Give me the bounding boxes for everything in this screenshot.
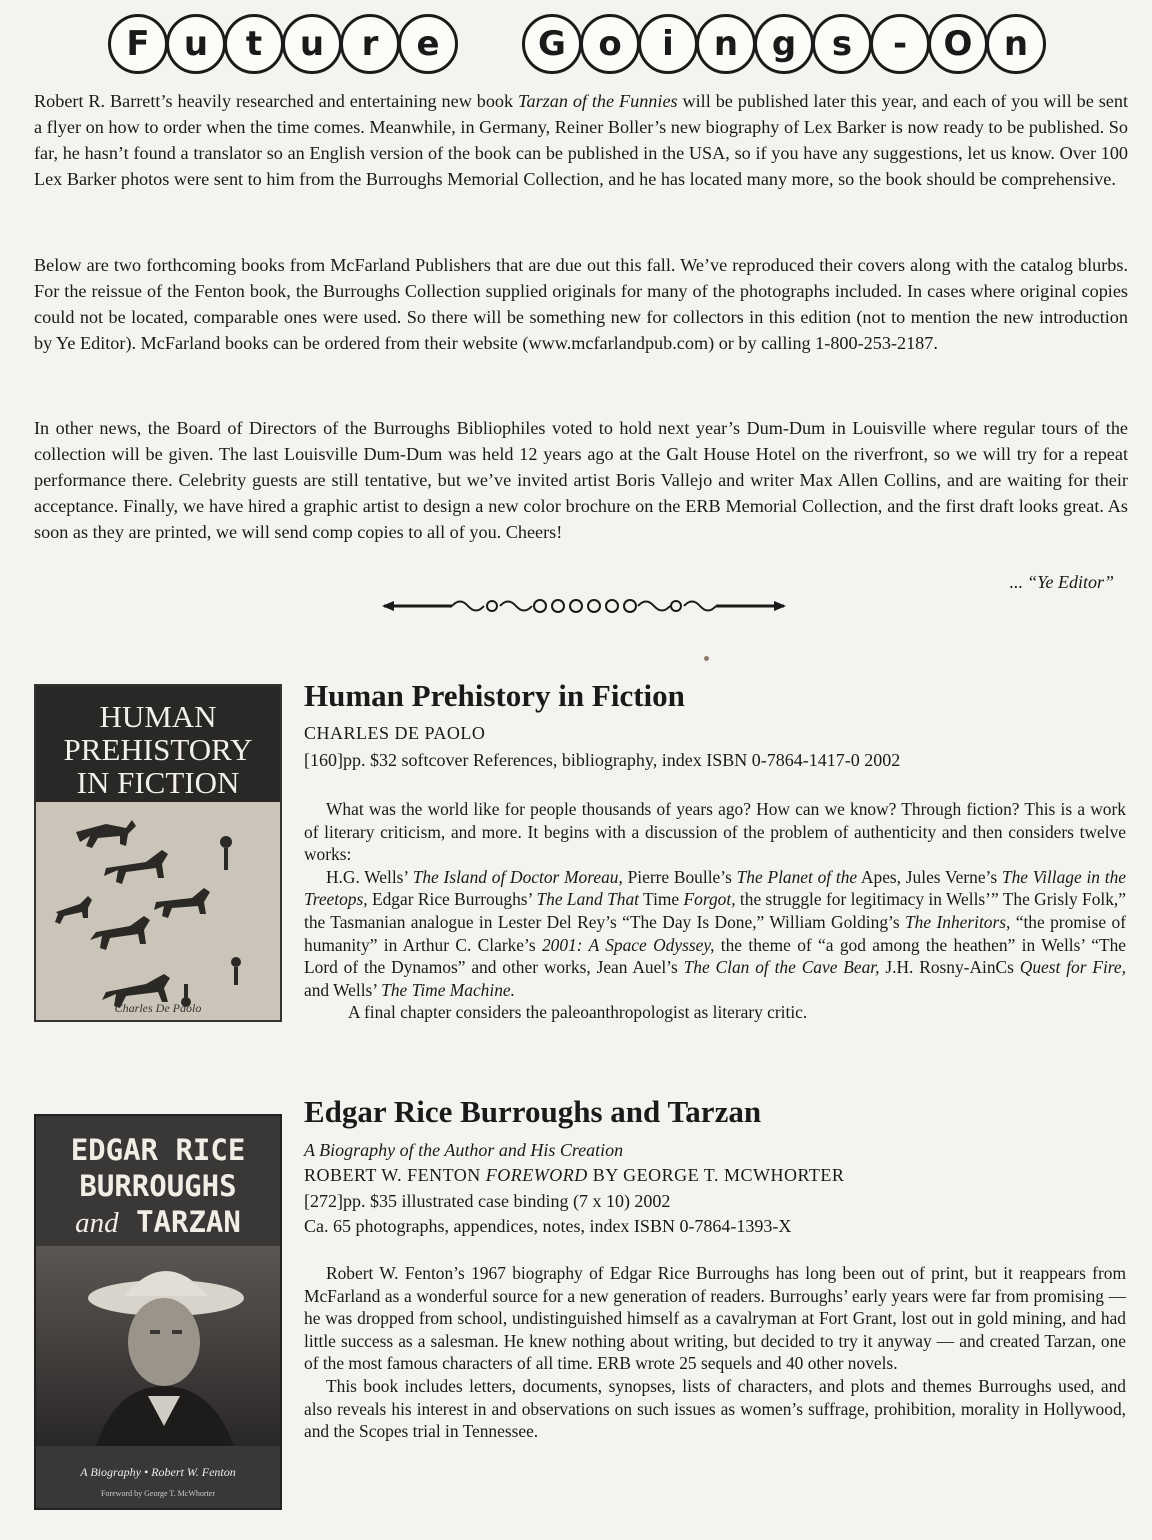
italic-text: The Planet of the — [736, 866, 858, 887]
blurb-paragraph — [304, 866, 1126, 1002]
cover-foreword: Foreword by George T. McWhorter — [101, 1489, 215, 1498]
book-blurb — [304, 1262, 1126, 1443]
cover-title-line — [36, 1204, 280, 1241]
cover-title — [36, 686, 280, 802]
heading-letter-bubble: F — [108, 14, 168, 74]
book-details: [272]pp. $35 illustrated case binding (7 x 10) 2002 — [304, 1191, 671, 1211]
cover-author: Charles De Paolo — [114, 1001, 202, 1015]
text-run: Edgar Rice Burroughs’ — [367, 889, 537, 910]
book-cover-human-prehistory — [34, 684, 282, 1022]
italic-text: Forgot, — [683, 889, 736, 910]
heading-letter-bubble: e — [398, 14, 458, 74]
italic-text: Tarzan of the Funnies — [518, 91, 678, 111]
book-details: Ca. 65 photographs, appendices, notes, index ISBN 0-7864-1393-X — [304, 1216, 792, 1236]
heading-letter-bubble: G — [522, 14, 582, 74]
book-cover-erb-tarzan — [34, 1114, 282, 1510]
cover-title-line: EDGAR RICE — [70, 1133, 246, 1167]
book-credit — [304, 1163, 1124, 1187]
blurb-paragraph: What was the world like for people thousands of years ago? How can we know? Through fiction? This is a work of literary criticism, and more. It begins with a discussion of the problem of authenticity and then considers twelve works: — [304, 799, 1126, 865]
text-run: Time — [638, 889, 684, 910]
cover-title — [36, 1116, 280, 1241]
text-run: H.G. Wells’ — [326, 866, 413, 887]
italic-text: The Land That — [536, 889, 639, 910]
italic-text: The Island of Doctor Moreau, — [412, 866, 623, 887]
editor-signature — [1009, 572, 1114, 593]
heading-word-future — [108, 14, 456, 84]
heading-letter-bubble: u — [282, 14, 342, 74]
italic-text: The Clan of the Cave Bear, — [683, 957, 880, 978]
text-run: ROBERT W. FENTON — [304, 1165, 486, 1185]
cave-painting-illustration — [36, 802, 280, 1020]
cover-title-line: PREHISTORY — [63, 732, 253, 767]
book-blurb — [304, 798, 1126, 1024]
text-run: Apes, Jules Verne’s — [857, 866, 1002, 887]
italic-text: The Inheritors, — [905, 911, 1011, 932]
page-heading — [0, 14, 1152, 84]
cover-tarzan: TARZAN — [136, 1205, 241, 1239]
paper-speck — [704, 656, 709, 661]
heading-letter-bubble: g — [754, 14, 814, 74]
cover-title-line: BURROUGHS — [79, 1169, 237, 1203]
text-run: Pierre Boulle’s — [622, 866, 737, 887]
signature-name: “Ye Editor” — [1027, 572, 1114, 592]
heading-letter-bubble: u — [166, 14, 226, 74]
intro-paragraph-2: Below are two forthcoming books from McFarland Publishers that are due out this fall. We’ve reproduced their covers along with the catalog blurbs. For the reissue of the Fenton book, the Burroughs Collection supplied originals for many of the photographs included. In cases where original copies could not be located, comparable ones were used. So there will be something new for collectors in this edition (not to mention the new introduction by Ye Editor). McFarland books can be ordered from their website (www.mcfarlandpub.com) or by calling 1-800-253-2187. — [34, 255, 1128, 353]
text-run: will be published later this year, and each of you will be sent a flyer on how to order when the time comes. Meanwhile, in Germany, Reiner Boller’s new biography of Lex Barker is now ready to be published. So far, he hasn’t found a translator so an English version of the book can be published in the USA, so if you have any suggestions, let us know. Over 100 Lex Barker photos were sent to him from the Burroughs Memorial Collection, and he has located many more, so the book should be comprehensive. — [34, 91, 1129, 189]
cover-subtitle: A Biography • Robert W. Fenton — [80, 1465, 236, 1479]
heading-letter-bubble: O — [928, 14, 988, 74]
text-run: “the promise of humanity” in Arthur C. Clarke’s — [304, 911, 1126, 955]
text-run: Robert R. Barrett’s heavily researched and entertaining new book — [34, 91, 519, 111]
book-author: CHARLES DE PAOLO — [304, 723, 486, 743]
intro-paragraph-3: In other news, the Board of Directors of the Burroughs Bibliophiles voted to hold next year’s Dum-Dum in Louisville where regular tours of the collection will be given. The last Louisville Dum-Dum was held 12 years ago at the Galt House Hotel on the riverfront, so we will try for a repeat performance there. Celebrity guests are still tentative, but we’ve invited artist Boris Vallejo and writer Max Allen Collins, and are waiting for their acceptance. Finally, we have hired a graphic artist to design a new color brochure on the ERB Memorial Collection, and the first draft looks great. As soon as they are printed, we will send comp copies to all of you. Cheers! — [34, 418, 1128, 542]
text-run: and Wells’ — [304, 979, 382, 1000]
book-details: [160]pp. $32 softcover References, bibliography, index ISBN 0-7864-1417-0 2002 — [304, 750, 901, 770]
blurb-paragraph: Robert W. Fenton’s 1967 biography of Edgar Rice Burroughs has long been out of print, but it reappears from McFarland as a wonderful source for a new generation of readers. Burroughs’ early years were far from promising — he was dropped from school, undistinguished himself as a cavalryman at Fort Grant, lost out in gold mining, and had little success as a salesman. He knew nothing about writing, but decided to try it anyway — and created Tarzan, one of the most famous characters of all time. ERB wrote 25 sequels and 40 other novels. — [304, 1263, 1126, 1374]
text-run: J.H. Rosny-AinCs — [879, 957, 1020, 978]
blurb-paragraph: A final chapter considers the paleoanthropologist as literary critic. — [348, 1002, 808, 1023]
text-run: BY GEORGE T. MCWHORTER — [587, 1165, 845, 1185]
heading-letter-bubble: n — [986, 14, 1046, 74]
blurb-paragraph: This book includes letters, documents, synopses, lists of characters, and plots and themes Burroughs used, and also reveals his interest in and observations on such issues as women’s suffrage, prohibition, morality in Hollywood, and the Scopes trial in Tennessee. — [304, 1375, 1126, 1442]
cover-title-line: HUMAN — [99, 699, 217, 734]
heading-word-goings-on — [522, 14, 1044, 84]
text-run: the theme of “a god among the heathen” in Wells’ “The Lord of the Dynamos” and other works, Jean Auel’s — [304, 934, 1126, 978]
signature-prefix: ... — [1009, 572, 1028, 592]
heading-letter-bubble: t — [224, 14, 284, 74]
heading-letter-bubble: r — [340, 14, 400, 74]
heading-letter-bubble: i — [638, 14, 698, 74]
text-run: the struggle for legitimacy in Wells’” The Grisly Folk,” the Tasmanian analogue in Lester Del Rey’s “The Day Is Done,” William Golding’s — [304, 889, 1126, 932]
cover-title-line: IN FICTION — [76, 765, 240, 800]
italic-text: Quest for Fire, — [1019, 957, 1126, 978]
book-title: Human Prehistory in Fiction — [304, 678, 685, 713]
italic-text: FOREWORD — [485, 1165, 588, 1185]
book-title: Edgar Rice Burroughs and Tarzan — [304, 1094, 762, 1129]
italic-text: The Village in the Treetops, — [304, 866, 1126, 910]
italic-text: 2001: A Space Odyssey, — [541, 934, 715, 955]
intro-paragraph-1 — [34, 88, 1128, 192]
heading-letter-bubble: o — [580, 14, 640, 74]
heading-letter-bubble: - — [870, 14, 930, 74]
heading-letter-bubble: n — [696, 14, 756, 74]
italic-text: The Time Machine. — [381, 979, 515, 1000]
ornamental-divider — [382, 593, 786, 619]
author-portrait — [36, 1246, 280, 1446]
cover-and: and — [75, 1207, 119, 1239]
heading-letter-bubble: s — [812, 14, 872, 74]
book-subtitle: A Biography of the Author and His Creation — [304, 1140, 624, 1160]
